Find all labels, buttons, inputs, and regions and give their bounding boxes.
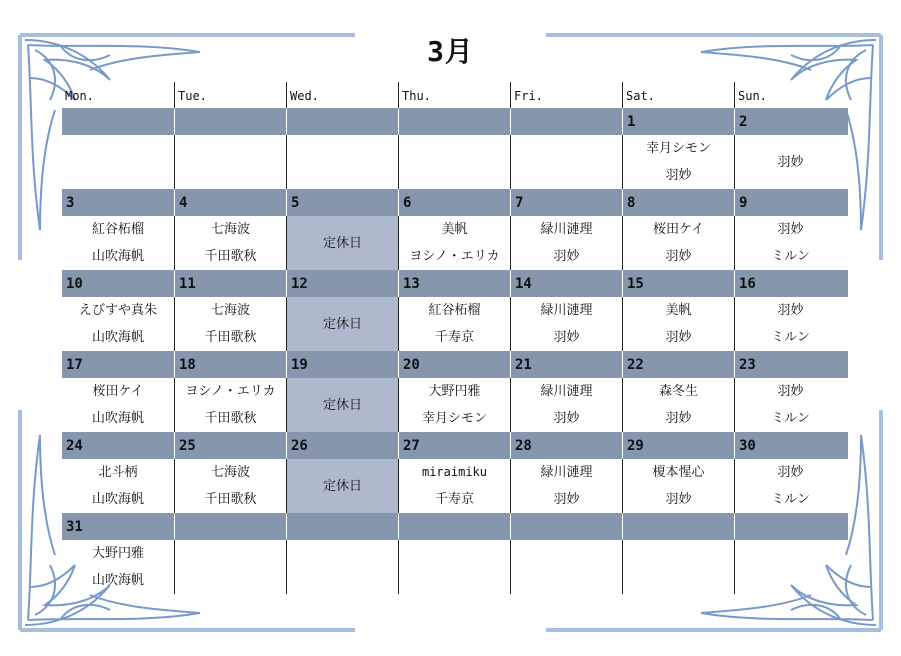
calendar-week (62, 189, 848, 270)
weekday-wed: Wed. (286, 82, 398, 108)
closed-day-cell (286, 378, 398, 432)
date-number (734, 513, 846, 540)
date-number: 19 (286, 351, 398, 378)
weekday-header-row (62, 82, 848, 108)
calendar-week (62, 432, 848, 513)
date-number: 24 (66, 438, 83, 454)
schedule-cell (398, 378, 510, 432)
date-band (62, 108, 848, 135)
month-title: 3月 (427, 35, 474, 68)
staff-name: 羽妙 (553, 249, 580, 264)
schedule-cell (398, 540, 510, 594)
weekday-sat: Sat. (622, 82, 734, 108)
date-number (286, 513, 398, 540)
staff-name: ヨシノ・エリカ (409, 249, 500, 264)
date-number (286, 108, 398, 135)
schedule-cell (398, 297, 510, 351)
date-number: 30 (734, 432, 846, 459)
staff-name: 山吹海帆 (91, 573, 144, 588)
schedule-cell (286, 540, 398, 594)
weekday-fri: Fri. (510, 82, 622, 108)
staff-name: 幸月シモン (421, 411, 487, 426)
staff-name: 山吹海帆 (91, 249, 144, 264)
staff-name: 山吹海帆 (91, 411, 144, 426)
staff-name: 千田歌秋 (204, 330, 257, 345)
date-number: 9 (734, 189, 846, 216)
staff-name: 山吹海帆 (91, 330, 144, 345)
date-number: 10 (66, 276, 83, 292)
schedule-cell (174, 540, 286, 594)
schedule-cell (286, 135, 398, 189)
staff-name: 千田歌秋 (204, 411, 257, 426)
staff-name: 千田歌秋 (204, 492, 257, 507)
staff-name: 紅谷柘榴 (91, 222, 144, 237)
date-number (510, 513, 622, 540)
schedule-row (62, 135, 848, 189)
date-number: 18 (174, 351, 286, 378)
date-number (398, 108, 510, 135)
schedule-cell (510, 135, 622, 189)
staff-name: 羽妙 (553, 330, 580, 345)
schedule-cell (510, 378, 622, 432)
date-number (622, 513, 734, 540)
staff-name: 羽妙 (777, 222, 804, 237)
staff-name: 大野円雅 (91, 546, 144, 561)
staff-name: 羽妙 (665, 411, 692, 426)
staff-name: 緑川漣理 (540, 303, 593, 318)
staff-name: 千寿京 (434, 492, 474, 507)
schedule-cell (62, 378, 174, 432)
date-band (62, 270, 848, 297)
closed-day-cell (286, 297, 398, 351)
date-number: 22 (622, 351, 734, 378)
staff-name: ミルン (771, 492, 810, 507)
schedule-cell (622, 540, 734, 594)
date-number: 12 (286, 270, 398, 297)
date-number: 16 (734, 270, 846, 297)
staff-name: 七海波 (210, 303, 250, 318)
staff-name: 緑川漣理 (540, 384, 593, 399)
staff-name: 羽妙 (665, 330, 692, 345)
date-number (510, 108, 622, 135)
staff-name: 羽妙 (777, 154, 804, 170)
date-number: 8 (622, 189, 734, 216)
closed-label: 定休日 (322, 397, 362, 413)
schedule-row (62, 216, 848, 270)
staff-name: 羽妙 (665, 492, 692, 507)
schedule-cell (510, 297, 622, 351)
staff-name: miraimiku (421, 465, 488, 479)
date-number: 5 (286, 189, 398, 216)
closed-day-cell (286, 216, 398, 270)
staff-name: 北斗柄 (98, 465, 138, 480)
schedule-cell (62, 540, 174, 594)
date-number (398, 513, 510, 540)
staff-name: 桜田ケイ (92, 384, 144, 399)
date-number: 31 (66, 519, 83, 535)
staff-name: 美帆 (665, 303, 692, 318)
schedule-cell (734, 540, 846, 594)
staff-name: 緑川漣理 (540, 465, 593, 480)
date-number: 23 (734, 351, 846, 378)
staff-name: ミルン (771, 330, 810, 345)
schedule-cell (174, 459, 286, 513)
schedule-cell (622, 216, 734, 270)
schedule-cell (174, 378, 286, 432)
schedule-cell (622, 297, 734, 351)
date-band (62, 189, 848, 216)
date-number: 14 (510, 270, 622, 297)
date-number (62, 108, 174, 135)
schedule-cell (510, 540, 622, 594)
date-number: 27 (398, 432, 510, 459)
date-band (62, 351, 848, 378)
staff-name: 榎本惺心 (652, 465, 705, 480)
date-number: 26 (286, 432, 398, 459)
schedule-cell (398, 459, 510, 513)
weekday-sun: Sun. (734, 82, 846, 108)
calendar-grid (62, 82, 848, 594)
schedule-cell (62, 459, 174, 513)
staff-name: 羽妙 (665, 168, 692, 183)
date-number (174, 513, 286, 540)
staff-name: ミルン (771, 249, 810, 264)
schedule-cell (398, 135, 510, 189)
weekday-thu: Thu. (398, 82, 510, 108)
calendar-week (62, 270, 848, 351)
date-number: 20 (398, 351, 510, 378)
schedule-cell (734, 135, 846, 189)
schedule-cell (62, 216, 174, 270)
schedule-row (62, 459, 848, 513)
staff-name: 羽妙 (777, 303, 804, 318)
staff-name: えびすや真朱 (78, 303, 157, 318)
date-number: 13 (398, 270, 510, 297)
staff-name: 七海波 (210, 465, 250, 480)
closed-day-cell (286, 459, 398, 513)
closed-label: 定休日 (322, 478, 362, 494)
staff-name: 七海波 (210, 222, 250, 237)
schedule-cell (734, 216, 846, 270)
date-number: 6 (398, 189, 510, 216)
date-number (174, 108, 286, 135)
calendar-week (62, 513, 848, 594)
date-number: 7 (510, 189, 622, 216)
staff-name: 羽妙 (553, 411, 580, 426)
staff-name: ミルン (771, 411, 810, 426)
schedule-cell (174, 135, 286, 189)
date-band (62, 513, 848, 540)
schedule-cell (510, 459, 622, 513)
schedule-cell (62, 135, 174, 189)
schedule-row (62, 297, 848, 351)
staff-name: 羽妙 (665, 249, 692, 264)
schedule-cell (622, 378, 734, 432)
staff-name: 美帆 (441, 222, 468, 237)
schedule-cell (398, 216, 510, 270)
schedule-cell (510, 216, 622, 270)
date-number: 1 (622, 108, 734, 135)
date-number: 28 (510, 432, 622, 459)
schedule-cell (734, 297, 846, 351)
staff-name: 山吹海帆 (91, 492, 144, 507)
calendar-week (62, 108, 848, 189)
weeks-container (62, 108, 848, 594)
date-number: 3 (66, 195, 75, 211)
staff-name: 森冬生 (658, 384, 698, 399)
date-number: 2 (734, 108, 846, 135)
closed-label: 定休日 (322, 316, 362, 332)
schedule-row (62, 540, 848, 594)
weekday-mon: Mon. (65, 89, 94, 103)
date-number: 21 (510, 351, 622, 378)
staff-name: 千田歌秋 (204, 249, 257, 264)
schedule-cell (734, 378, 846, 432)
schedule-cell (622, 135, 734, 189)
staff-name: 幸月シモン (645, 141, 711, 156)
schedule-cell (174, 216, 286, 270)
schedule-row (62, 378, 848, 432)
staff-name: 羽妙 (777, 384, 804, 399)
date-band (62, 432, 848, 459)
date-number: 15 (622, 270, 734, 297)
staff-name: 大野円雅 (428, 384, 481, 399)
schedule-cell (174, 297, 286, 351)
staff-name: 羽妙 (777, 465, 804, 480)
date-number: 17 (66, 357, 83, 373)
date-number: 11 (174, 270, 286, 297)
staff-name: 羽妙 (553, 492, 580, 507)
weekday-tue: Tue. (174, 82, 286, 108)
date-number: 25 (174, 432, 286, 459)
closed-label: 定休日 (322, 235, 362, 251)
calendar-week (62, 351, 848, 432)
staff-name: 桜田ケイ (652, 222, 705, 237)
staff-name: ヨシノ・エリカ (185, 384, 276, 399)
staff-name: 千寿京 (434, 330, 474, 345)
date-number: 29 (622, 432, 734, 459)
staff-name: 緑川漣理 (540, 222, 593, 237)
staff-name: 紅谷柘榴 (428, 303, 481, 318)
schedule-cell (62, 297, 174, 351)
schedule-cell (622, 459, 734, 513)
date-number: 4 (174, 189, 286, 216)
schedule-cell (734, 459, 846, 513)
